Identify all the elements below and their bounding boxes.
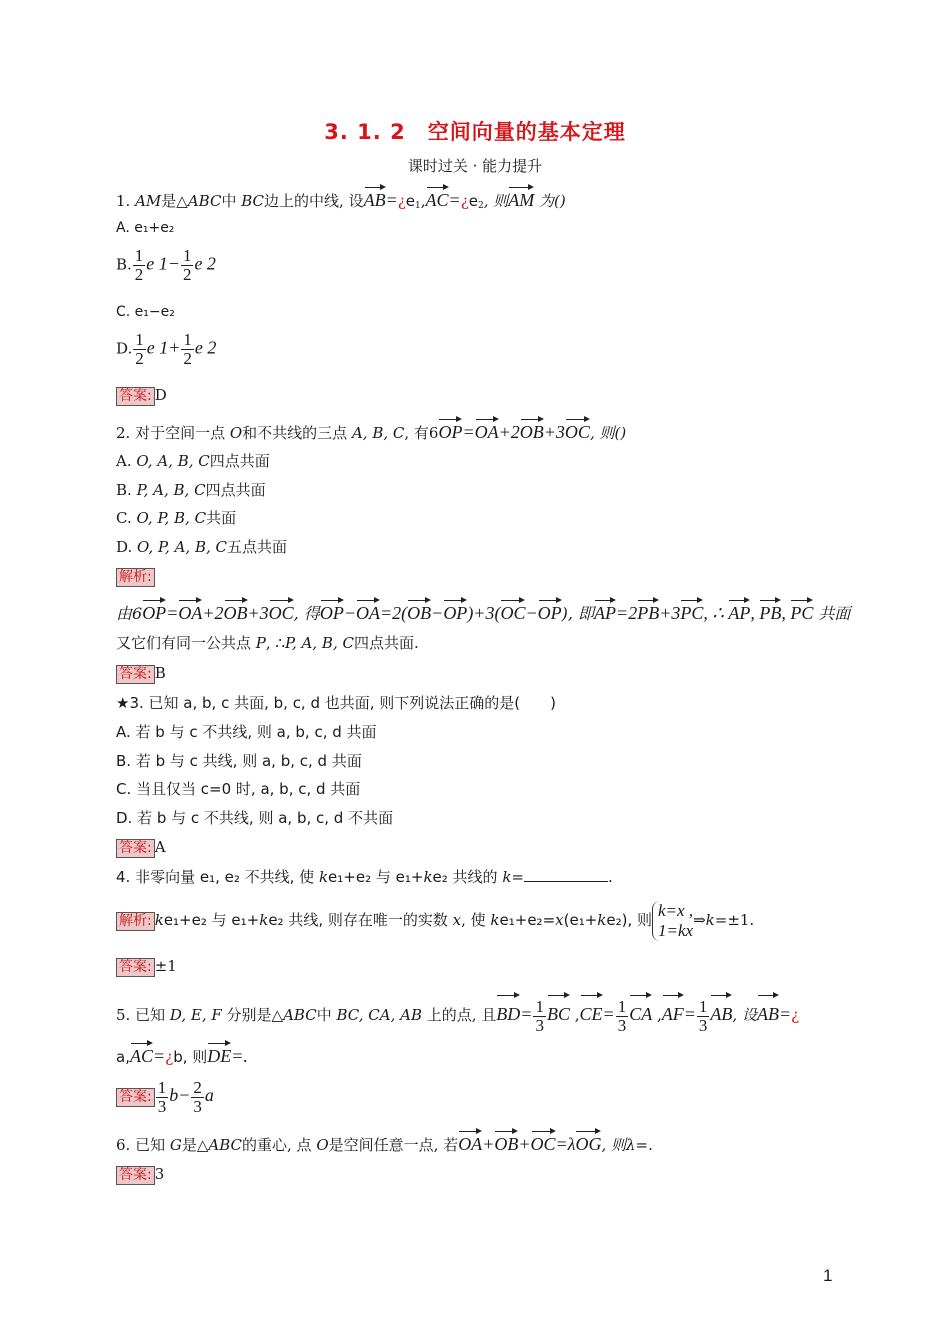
- vector-oc: OC: [565, 416, 590, 442]
- q6-answer: 答案: 3: [116, 1164, 164, 1185]
- q5-stem: 5. 已知 D, E, F 分别是△ABC中 BC, CA, AB 上的点, 且BD= $\frac{1}{3}$ BC ,CE= $\frac{1}{3}$ CA ,AF= $\frac{1}{3}$ AB, 设AB=¿: [116, 992, 799, 1035]
- q1-answer: 答案: D: [116, 385, 167, 406]
- fraction: $\frac{1}{2}$: [134, 246, 144, 284]
- fraction: $\frac{1}{2}$: [135, 330, 144, 368]
- vector-am: AM: [508, 184, 534, 210]
- page-number: 1: [823, 1266, 833, 1285]
- fraction: $\frac{2}{3}$: [193, 1077, 202, 1116]
- q4-solution: 解析: ke₁+e₂ 与 e₁+ke₂ 共线, 则存在唯一的实数 x, 使 ke₁+e₂=x(e₁+ke₂), 则 k=x , 1=kx ⇒k=±1.: [116, 896, 754, 944]
- q2-option-b: B. P, A, B, C四点共面: [116, 481, 266, 499]
- q1-option-b: B. $\frac{1}{2}$ e 1− $\frac{1}{2}$ e 2: [116, 246, 216, 284]
- q2-solution-line2: 又它们有同一公共点 P, ∴P, A, B, C四点共面.: [116, 634, 419, 652]
- q2-answer: 答案: B: [116, 663, 166, 684]
- q2-solution-line1: 由6OP=OA+2OB+3OC, 得OP−OA=2(OB−OP)+3(OC−OP), 即AP=2PB+3PC, ∴ AP, PB, PC 共面: [116, 597, 850, 624]
- vector-ob: OB: [520, 416, 544, 442]
- vector-ac: AC: [426, 184, 449, 210]
- q1-option-c: C. e₁−e₂: [116, 304, 175, 320]
- vector-ab: AB: [364, 184, 386, 210]
- page-title: 3. 1. 2 空间向量的基本定理: [324, 120, 626, 144]
- q2-analysis-label: [116, 566, 155, 587]
- fraction: $\frac{1}{3}$: [157, 1077, 167, 1116]
- q5-stem-line2: a,AC=¿b, 则DE=.: [116, 1040, 248, 1067]
- q2-option-d: D. O, P, A, B, C五点共面: [116, 538, 287, 556]
- vector-op: OP: [438, 416, 462, 442]
- q3-option-c: C. 当且仅当 c=0 时, a, b, c, d 共面: [116, 780, 361, 798]
- fraction: $\frac{1}{3}$: [617, 996, 627, 1035]
- fraction: $\frac{1}{3}$: [535, 996, 544, 1035]
- q3-option-a: A. 若 b 与 c 不共线, 则 a, b, c, d 共面: [116, 723, 377, 741]
- q1-stem: 1. AM是△ABC中 BC边上的中线, 设$AB=¿e_1,AC=¿e_2$, 则AM 为(): [116, 184, 566, 216]
- fraction: $\frac{1}{2}$: [182, 246, 192, 284]
- equation-system: k=x , 1=kx: [652, 901, 693, 941]
- q1-option-a: A. e₁+e₂: [116, 220, 175, 236]
- q4-stem: 4. 非零向量 e₁, e₂ 不共线, 使 ke₁+e₂ 与 e₁+ke₂ 共线的 k= .: [116, 868, 613, 886]
- page-subtitle: 课时过关 · 能力提升: [407, 157, 543, 175]
- vector-oa: OA: [475, 416, 499, 442]
- q2-option-c: C. O, P, B, C共面: [116, 509, 237, 527]
- answer-tag: 答案:: [116, 387, 155, 406]
- q5-answer: 答案: $\frac{1}{3}$ b− $\frac{2}{3}$ a: [116, 1075, 214, 1116]
- fraction: $\frac{1}{3}$: [698, 996, 708, 1035]
- q2-option-a: A. O, A, B, C四点共面: [116, 452, 270, 470]
- q6-stem: 6. 已知 G是△ABC的重心, 点 O是空间任意一点, 若OA+OB+OC=λOG, 则λ=.: [116, 1128, 653, 1155]
- fraction: $\frac{1}{2}$: [183, 330, 192, 368]
- q3-option-d: D. 若 b 与 c 不共线, 则 a, b, c, d 不共面: [116, 809, 394, 827]
- answer-blank: [524, 867, 608, 882]
- q4-answer: 答案: ±1: [116, 956, 177, 977]
- analysis-tag: 解析:: [116, 568, 155, 587]
- q1-option-d: D. $\frac{1}{2}$ e 1+ $\frac{1}{2}$ e 2: [116, 330, 217, 368]
- q3-stem: ★3. 已知 a, b, c 共面, b, c, d 也共面, 则下列说法正确的是( ): [116, 694, 557, 712]
- q2-stem: 2. 对于空间一点 O和不共线的三点 A, B, C, 有6OP=OA+2OB+3OC, 则(): [116, 416, 626, 443]
- q3-option-b: B. 若 b 与 c 共线, 则 a, b, c, d 共面: [116, 752, 362, 770]
- q3-answer: 答案: A: [116, 837, 166, 858]
